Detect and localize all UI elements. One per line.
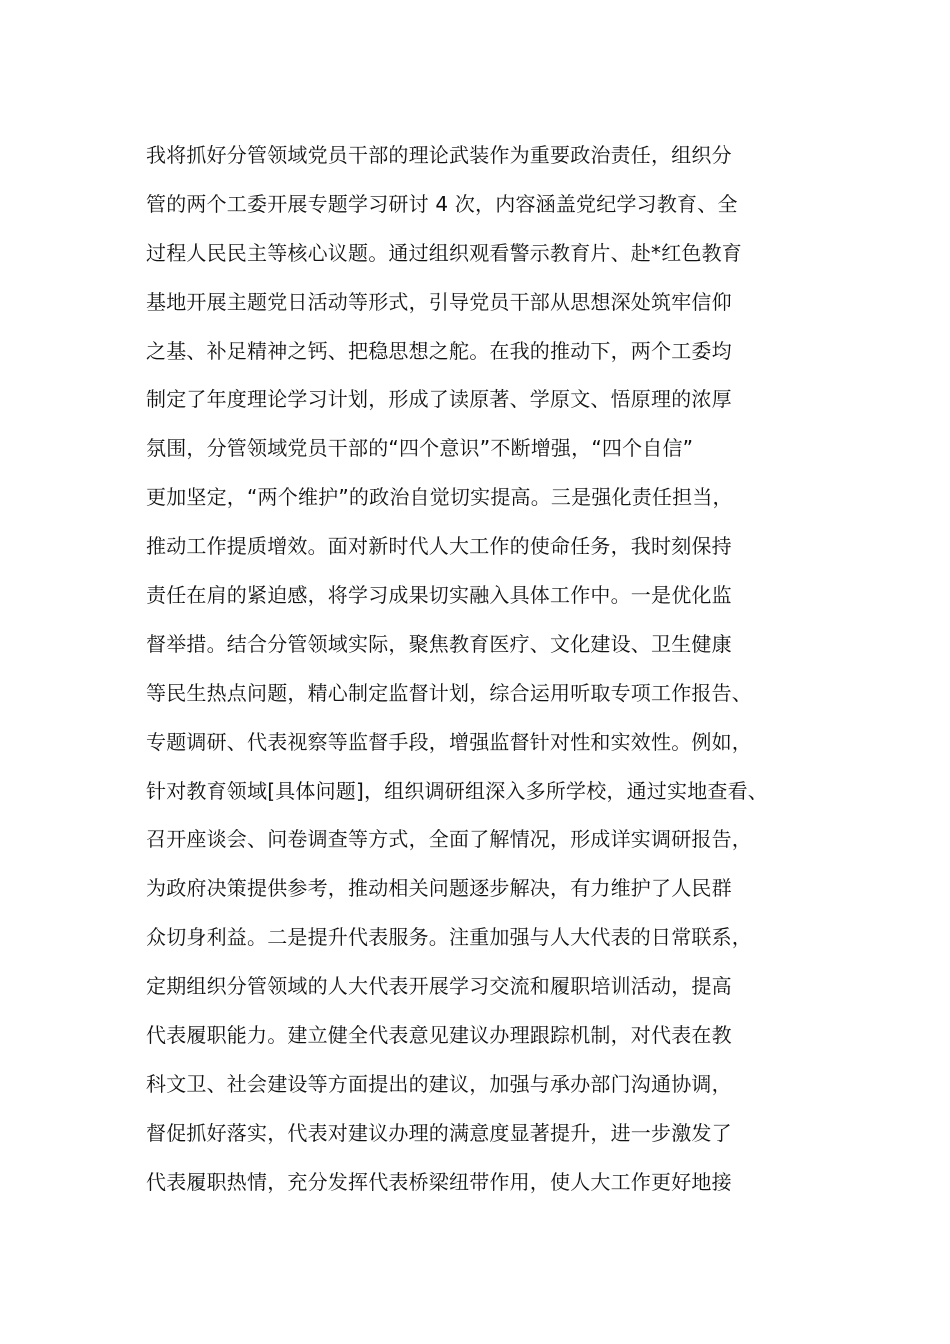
text-line: 召开座谈会、问卷调查等方式，全面了解情况，形成详实调研报告， bbox=[146, 827, 752, 852]
text-line: 代表履职热情，充分发挥代表桥梁纽带作用，使人大工作更好地接 bbox=[146, 1169, 732, 1194]
text-line: 针对教育领域[具体问题]，组织调研组深入多所学校，通过实地查看、 bbox=[146, 778, 769, 803]
text-line: 定期组织分管领域的人大代表开展学习交流和履职培训活动，提高 bbox=[146, 974, 732, 999]
text-line: 代表履职能力。建立健全代表意见建议办理跟踪机制，对代表在教 bbox=[146, 1023, 732, 1048]
text-line: 众切身利益。二是提升代表服务。注重加强与人大代表的日常联系， bbox=[146, 925, 752, 950]
text-line: 推动工作提质增效。面对新时代人大工作的使命任务，我时刻保持 bbox=[146, 534, 732, 559]
text-line: 基地开展主题党日活动等形式，引导党员干部从思想深处筑牢信仰 bbox=[146, 289, 732, 314]
text-line: 督举措。结合分管领域实际，聚焦教育医疗、文化建设、卫生健康 bbox=[146, 631, 732, 656]
text-line: 责任在肩的紧迫感，将学习成果切实融入具体工作中。一是优化监 bbox=[146, 583, 732, 608]
text-line: 管的两个工委开展专题学习研讨 4 次，内容涵盖党纪学习教育、全 bbox=[146, 191, 738, 216]
text-line: 制定了年度理论学习计划，形成了读原著、学原文、悟原理的浓厚 bbox=[146, 387, 732, 412]
text-line: 为政府决策提供参考，推动相关问题逐步解决，有力维护了人民群 bbox=[146, 876, 732, 901]
text-line: 之基、补足精神之钙、把稳思想之舵。在我的推动下，两个工委均 bbox=[146, 338, 732, 363]
text-line: 氛围，分管领域党员干部的“四个意识”不断增强，“四个自信” bbox=[146, 436, 694, 461]
text-line: 督促抓好落实，代表对建议办理的满意度显著提升，进一步激发了 bbox=[146, 1120, 732, 1145]
text-line: 过程人民民主等核心议题。通过组织观看警示教育片、赴*红色教育 bbox=[146, 240, 742, 265]
text-line: 等民生热点问题，精心制定监督计划，综合运用听取专项工作报告、 bbox=[146, 680, 752, 705]
body-paragraph bbox=[146, 131, 826, 1207]
text-line: 我将抓好分管领域党员干部的理论武装作为重要政治责任，组织分 bbox=[146, 143, 732, 167]
text-line: 科文卫、社会建设等方面提出的建议，加强与承办部门沟通协调， bbox=[146, 1071, 732, 1096]
text-line: 专题调研、代表视察等监督手段，增强监督针对性和实效性。例如， bbox=[146, 729, 752, 754]
text-line: 更加坚定，“两个维护”的政治自觉切实提高。三是强化责任担当， bbox=[146, 485, 733, 510]
